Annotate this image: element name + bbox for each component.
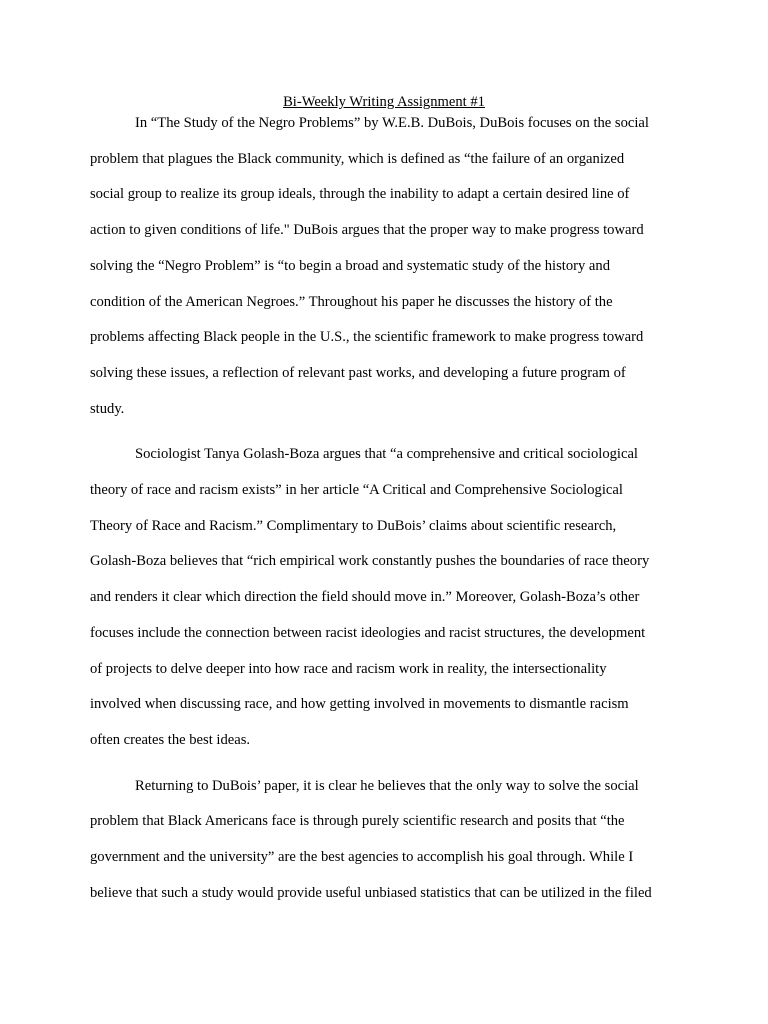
paragraph-line: social group to realize its group ideals, through the inability to adapt a certain desired line of: [90, 186, 630, 203]
paragraph-line: theory of race and racism exists” in her article “A Critical and Comprehensive Sociological: [90, 482, 623, 499]
paragraph-line: condition of the American Negroes.” Throughout his paper he discusses the history of the: [90, 293, 613, 310]
paragraph-line: Returning to DuBois’ paper, it is clear he believes that the only way to solve the social: [135, 777, 639, 794]
paragraph-1: [90, 106, 678, 427]
paragraph-line: problem that plagues the Black community, which is defined as “the failure of an organized: [90, 150, 625, 167]
paragraph-line: study.: [90, 400, 125, 417]
paragraph-line: of projects to delve deeper into how race and racism work in reality, the intersectionality: [90, 660, 607, 677]
paragraph-line: often creates the best ideas.: [90, 731, 251, 748]
paragraph-line: problem that Black Americans face is through purely scientific research and posits that “the: [90, 813, 625, 830]
paragraph-line: solving the “Negro Problem” is “to begin a broad and systematic study of the history and: [90, 257, 610, 274]
paragraph-line: Sociologist Tanya Golash-Boza argues that “a comprehensive and critical sociological: [135, 446, 638, 463]
paragraph-line: involved when discussing race, and how getting involved in movements to dismantle racism: [90, 696, 629, 713]
paragraph-3: [90, 769, 678, 912]
paragraph-line: Golash-Boza believes that “rich empirical work constantly pushes the boundaries of race theory: [90, 553, 650, 570]
paragraph-line: believe that such a study would provide useful unbiased statistics that can be utilized in the filed: [90, 884, 652, 901]
paragraph-line: solving these issues, a reflection of relevant past works, and developing a future program of: [90, 364, 626, 381]
paragraph-line: Theory of Race and Racism.” Complimentary to DuBois’ claims about scientific research,: [90, 517, 617, 534]
paragraph-line: problems affecting Black people in the U.S., the scientific framework to make progress toward: [90, 329, 644, 346]
paragraph-line: and renders it clear which direction the field should move in.” Moreover, Golash-Boza’s other: [90, 589, 640, 606]
paragraph-line: In “The Study of the Negro Problems” by W.E.B. DuBois, DuBois focuses on the social: [135, 115, 649, 131]
paragraph-line: action to given conditions of life." DuBois argues that the proper way to make progress toward: [90, 222, 644, 239]
paragraph-line: government and the university” are the best agencies to accomplish his goal through. While I: [90, 849, 634, 866]
paragraph-line: focuses include the connection between racist ideologies and racist structures, the development: [90, 624, 646, 641]
paragraph-2: [90, 437, 678, 758]
document-title: Bi-Weekly Writing Assignment #1: [283, 94, 485, 110]
